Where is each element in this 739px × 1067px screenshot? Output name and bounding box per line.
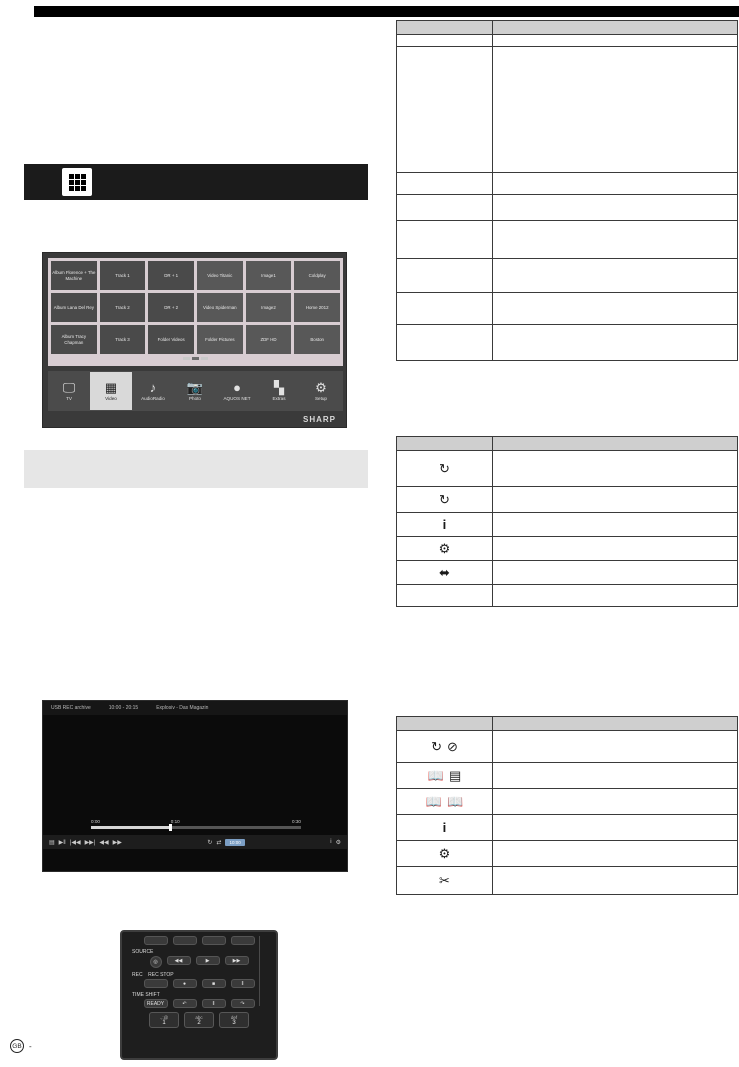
footer-dash: - [29, 1041, 32, 1051]
remote-button-blank[interactable] [144, 979, 168, 988]
aquos-net-icon: ● [233, 380, 241, 395]
source-label: SOURCE [132, 949, 154, 955]
pages-icon: ▤ [448, 768, 462, 783]
table-cell [493, 47, 738, 173]
book-single-icon: 📖 [425, 794, 442, 809]
extras-icon: ▚ [274, 380, 284, 395]
menu-item-tv[interactable] [48, 372, 90, 410]
remote-rec-row [130, 979, 268, 988]
fast-forward-icon[interactable]: ▶▶ [112, 839, 122, 846]
table-cell [493, 173, 738, 195]
grid-tile[interactable]: Folder Videos [148, 325, 194, 354]
skip-forward-icon[interactable]: ▶▶| [84, 839, 96, 846]
table-row [397, 487, 738, 513]
table-row [397, 585, 738, 607]
key-main-label: 3 [232, 1019, 236, 1026]
grid-tile[interactable]: Image2 [246, 293, 292, 322]
remote-button-blank[interactable] [173, 936, 197, 945]
remote-divider [259, 936, 260, 1006]
time-start: 0:00 [91, 819, 100, 824]
table-one [396, 20, 738, 361]
note-box [24, 450, 368, 488]
grid-tile[interactable]: Home 2012 [294, 293, 340, 322]
remote-control-mock [120, 930, 278, 1060]
menu-item-label: Video [105, 396, 117, 401]
table-row [397, 259, 738, 293]
table-cell [493, 763, 738, 789]
rec-labels [132, 972, 268, 978]
book-icon: 📖 [427, 768, 444, 783]
table-cell [397, 325, 493, 361]
table-cell [493, 259, 738, 293]
media-player-mock [42, 700, 348, 872]
shuffle-icon[interactable]: ⇄ [216, 839, 222, 846]
book-spread-icon [397, 789, 493, 815]
table-cell [397, 259, 493, 293]
progress-knob[interactable] [169, 824, 172, 831]
tv-icon: 🖵 [62, 380, 76, 395]
table-cell [493, 293, 738, 325]
rec-stop-button[interactable]: ■ [202, 979, 226, 988]
repeat-shuffle-icon [397, 731, 493, 763]
table-header-cell [493, 717, 738, 731]
skip-forward-button[interactable]: ↷ [231, 999, 255, 1008]
player-time-label: 10:00 - 20:15 [108, 705, 139, 711]
remote-button-blank[interactable] [144, 936, 168, 945]
ready-button[interactable]: READY [144, 999, 168, 1008]
table-row [397, 513, 738, 537]
time-current: 0:10 [170, 819, 180, 824]
gear-icon[interactable]: ⚙ [335, 839, 342, 846]
grid-icon [62, 168, 92, 196]
gear-icon: ⚙ [315, 380, 327, 395]
scissors-cut-icon: ✂ [397, 867, 493, 895]
grid-tile[interactable]: Track 3 [100, 325, 146, 354]
fast-forward-button[interactable]: ▶▶ [225, 956, 249, 965]
book-pages-icon [397, 763, 493, 789]
table-row [397, 35, 738, 47]
repeat-icon: ↻ [431, 739, 442, 754]
grid-tile[interactable]: Album Tracy Chapman [51, 325, 97, 354]
menu-item-audioradio[interactable] [132, 372, 174, 410]
menu-item-video[interactable] [90, 372, 132, 410]
time-shift-label: TIME SHIFT [132, 992, 160, 998]
page-dots [51, 357, 340, 360]
table-cell [397, 195, 493, 221]
no-repeat-icon: ⊘ [447, 739, 458, 754]
footer [10, 1039, 32, 1053]
list-icon[interactable]: ▤ [49, 839, 55, 846]
table-row [397, 731, 738, 763]
rewind-icon[interactable]: ◀◀ [99, 839, 109, 846]
progress-bar-area [91, 819, 301, 829]
rec-button[interactable]: ● [173, 979, 197, 988]
menu-item-aquos-net[interactable] [216, 372, 258, 410]
table-cell [397, 221, 493, 259]
content-grid [48, 258, 343, 366]
remote-button-blank[interactable] [231, 936, 255, 945]
grid-tile[interactable]: Album Lana Del Rey [51, 293, 97, 322]
table-header-row [397, 717, 738, 731]
section-header-bar [24, 164, 368, 200]
grid-tile[interactable]: Video Titanic [197, 261, 243, 290]
numeric-key-2[interactable] [184, 1012, 214, 1028]
rewind-button[interactable]: ◀◀ [167, 956, 191, 965]
table-row [397, 195, 738, 221]
repeat-icon: ↻ [397, 487, 493, 513]
remote-button-blank[interactable] [202, 936, 226, 945]
player-program-title: Explosiv - Das Magazin [156, 705, 209, 711]
table-header-cell [397, 21, 493, 35]
table-row [397, 451, 738, 487]
info-icon[interactable]: i [330, 839, 332, 845]
table-row [397, 173, 738, 195]
pause-button[interactable]: ‖ [231, 979, 255, 988]
empty-icon-cell [397, 585, 493, 607]
table-header-cell [493, 437, 738, 451]
menu-item-label: Setup [314, 396, 327, 401]
table-cell [493, 731, 738, 763]
table-row [397, 867, 738, 895]
pause-button-2[interactable]: ‖ [202, 999, 226, 1008]
key-sub-label: abc [195, 1014, 203, 1020]
table-cell [493, 221, 738, 259]
tv-screen-mock [42, 252, 347, 428]
info-icon: 𝐢 [397, 815, 493, 841]
table-header-row [397, 437, 738, 451]
key-main-label: 1 [162, 1019, 166, 1026]
table-cell [493, 487, 738, 513]
grid-tile[interactable]: DR + 2 [148, 293, 194, 322]
table-header-cell [397, 437, 493, 451]
info-icon: 𝐢 [397, 513, 493, 537]
music-icon: ♪ [149, 380, 157, 395]
player-title-bar [43, 701, 347, 715]
time-end: 0:30 [292, 819, 301, 824]
table-row [397, 763, 738, 789]
grid-tile[interactable]: Image1 [246, 261, 292, 290]
grid-tile[interactable]: DR + 1 [148, 261, 194, 290]
table-header-cell [397, 717, 493, 731]
table-cell [397, 173, 493, 195]
video-icon: ▦ [104, 380, 118, 395]
menu-item-label: Photo [188, 396, 201, 401]
table-cell [493, 325, 738, 361]
table-header-cell [493, 21, 738, 35]
table-row [397, 815, 738, 841]
table-row [397, 841, 738, 867]
player-video-area [43, 715, 347, 835]
grid-tile[interactable]: Track 1 [100, 261, 146, 290]
table-header-row [397, 21, 738, 35]
grid-tile[interactable]: Boston [294, 325, 340, 354]
language-badge: GB [10, 1039, 24, 1053]
table-cell [493, 35, 738, 47]
table-cell [493, 867, 738, 895]
table-row [397, 325, 738, 361]
grid-tile[interactable]: Video Spiderman [197, 293, 243, 322]
remote-top-row [130, 936, 268, 945]
grid-tile[interactable]: Track 2 [100, 293, 146, 322]
table-cell [493, 815, 738, 841]
grid-tile[interactable]: Folder Pictures [197, 325, 243, 354]
grid-tile[interactable]: Coldplay [294, 261, 340, 290]
gear-icon: ⚙ [397, 537, 493, 561]
player-control-bar [43, 835, 347, 849]
rec-label: REC [132, 972, 143, 978]
key-sub-label: def [230, 1014, 238, 1020]
table-row [397, 537, 738, 561]
table-cell [493, 789, 738, 815]
player-source-label: USB REC archive [51, 705, 91, 711]
menu-item-label: Extras [272, 396, 286, 401]
menu-item-setup[interactable] [300, 372, 342, 410]
book-double-icon: 📖 [447, 794, 464, 809]
menu-item-label: TV [66, 396, 72, 401]
remote-numeric-row [130, 1012, 268, 1028]
play-button[interactable]: ▶ [196, 956, 220, 965]
fit-width-icon: ⬌ [397, 561, 493, 585]
table-row [397, 789, 738, 815]
play-pause-icon[interactable]: ▶‖ [58, 839, 66, 846]
progress-fill [91, 826, 171, 829]
table-cell [493, 513, 738, 537]
table-row [397, 47, 738, 173]
table-cell [397, 293, 493, 325]
table-cell [493, 195, 738, 221]
table-row [397, 221, 738, 259]
menu-item-label: AQUOS NET [223, 396, 251, 401]
top-black-bar [34, 6, 739, 17]
grid-tile[interactable]: ZDF HD [246, 325, 292, 354]
table-row [397, 293, 738, 325]
repeat-folder-icon: ↻ [397, 451, 493, 487]
photo-icon: 📷 [186, 380, 204, 395]
tv-main-menu [48, 371, 343, 411]
table-three [396, 716, 738, 895]
table-cell [493, 841, 738, 867]
time-pill: 10:00 [225, 839, 244, 846]
table-row [397, 561, 738, 585]
table-cell [493, 585, 738, 607]
table-cell [493, 537, 738, 561]
table-two [396, 436, 738, 607]
key-main-label: 2 [197, 1019, 201, 1026]
source-button[interactable]: ◎ [150, 956, 162, 968]
remote-timeshift-row [130, 999, 268, 1008]
gear-icon: ⚙ [397, 841, 493, 867]
table-cell [493, 561, 738, 585]
brand-logo: SHARP [302, 415, 336, 424]
skip-back-button[interactable]: ↶ [173, 999, 197, 1008]
menu-item-label: AudioRadio [141, 396, 165, 401]
progress-bar[interactable] [91, 826, 301, 829]
table-cell [397, 35, 493, 47]
numeric-key-1[interactable] [149, 1012, 179, 1028]
key-sub-label: .,:@ [159, 1014, 169, 1020]
remote-transport-row [130, 956, 268, 968]
table-cell [397, 47, 493, 173]
menu-item-extras[interactable] [258, 372, 300, 410]
table-cell [493, 451, 738, 487]
repeat-icon[interactable]: ↻ [207, 839, 213, 846]
rec-stop-label: REC STOP [148, 972, 174, 978]
skip-back-icon[interactable]: |◀◀ [69, 839, 81, 846]
numeric-key-3[interactable] [219, 1012, 249, 1028]
menu-item-photo[interactable] [174, 372, 216, 410]
grid-tile[interactable]: Album Florence + The Machine [51, 261, 97, 290]
